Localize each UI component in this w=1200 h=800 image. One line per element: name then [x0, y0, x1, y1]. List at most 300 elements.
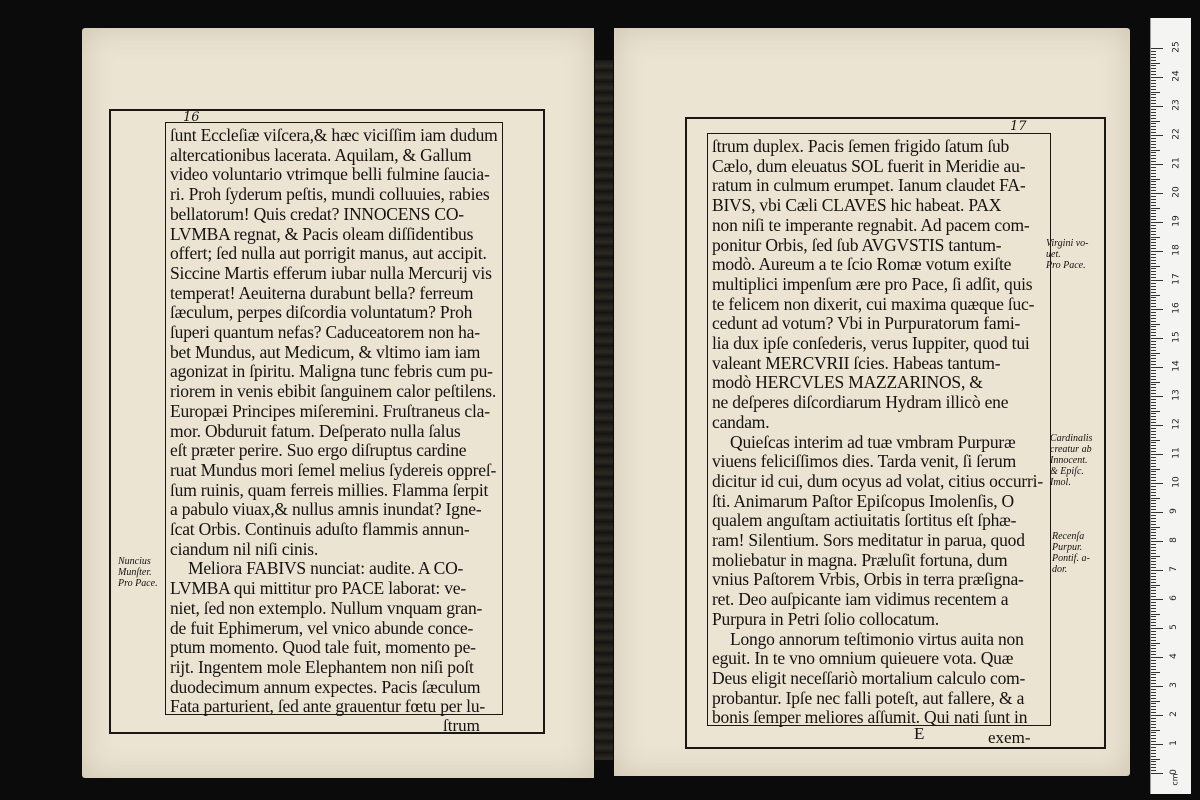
- ruler-minor-tick: [1151, 579, 1156, 580]
- margin-note-line: Pontif. a-: [1052, 553, 1090, 564]
- ruler-major-tick: [1151, 193, 1163, 194]
- ruler-minor-tick: [1151, 57, 1156, 58]
- ruler-minor-tick: [1151, 701, 1160, 702]
- ruler-minor-tick: [1151, 376, 1156, 377]
- ruler-minor-tick: [1151, 141, 1156, 142]
- ruler-minor-tick: [1151, 634, 1156, 635]
- ruler-minor-tick: [1151, 492, 1156, 493]
- ruler-minor-tick: [1151, 103, 1156, 104]
- text-line: ne deſperes diſcordiarum Hydram illicò ene: [712, 392, 1009, 413]
- text-line: Longo annorum teſtimonio virtus auita non: [730, 628, 1024, 649]
- text-line: Cælo, dum eleuatus SOL fuerit in Meridie au-: [712, 155, 1026, 176]
- ruler-minor-tick: [1151, 602, 1156, 603]
- ruler-minor-tick: [1151, 390, 1156, 391]
- ruler-minor-tick: [1151, 564, 1156, 565]
- text-line: dicitur id cui, dum ocyus ad volat, citius occurri-: [712, 470, 1043, 491]
- text-line: ſæculum, perpes diſcordia voluntatum? Proh: [170, 302, 473, 323]
- ruler-minor-tick: [1151, 384, 1156, 385]
- margin-note-right-3: [1052, 531, 1096, 575]
- ruler-minor-tick: [1151, 651, 1156, 652]
- ruler-minor-tick: [1151, 89, 1156, 90]
- text-line: duodecimum annum expectes. Pacis ſæculum: [170, 676, 481, 697]
- ruler-label: 19: [1171, 215, 1182, 227]
- ruler-minor-tick: [1151, 460, 1156, 461]
- ruler-minor-tick: [1151, 326, 1156, 327]
- text-line: a pabulo viuax,& nullus amnis inundat? Igne-: [170, 499, 482, 520]
- ruler-minor-tick: [1151, 132, 1156, 133]
- ruler-minor-tick: [1151, 283, 1156, 284]
- ruler-minor-tick: [1151, 674, 1156, 675]
- ruler-major-tick: [1151, 48, 1163, 49]
- text-line: eſt præter perire. Suo ergo diſruptus cardine: [170, 440, 467, 461]
- ruler-major-tick: [1151, 541, 1163, 542]
- ruler-minor-tick: [1151, 457, 1156, 458]
- ruler-minor-tick: [1151, 347, 1156, 348]
- ruler-minor-tick: [1151, 529, 1156, 530]
- ruler-major-tick: [1151, 483, 1163, 484]
- ruler-major-tick: [1151, 135, 1163, 136]
- ruler-minor-tick: [1151, 663, 1156, 664]
- text-line: te felicem non dixerit, cui maxima quæque ſuc-: [712, 293, 1035, 314]
- ruler-major-tick: [1151, 773, 1163, 774]
- text-line: mor. Obduruit fatum. Deſperato nulla ſalus: [170, 420, 461, 441]
- ruler-major-tick: [1151, 657, 1163, 658]
- ruler-minor-tick: [1151, 210, 1156, 211]
- text-line: cedunt ad votum? Vbi in Purpuratorum fami-: [712, 313, 1021, 334]
- ruler-minor-tick: [1151, 434, 1156, 435]
- ruler-minor-tick: [1151, 500, 1156, 501]
- ruler-minor-tick: [1151, 155, 1156, 156]
- ruler-minor-tick: [1151, 324, 1160, 325]
- ruler-minor-tick: [1151, 538, 1156, 539]
- ruler-minor-tick: [1151, 619, 1156, 620]
- ruler-minor-tick: [1151, 622, 1156, 623]
- ruler-minor-tick: [1151, 614, 1160, 615]
- text-line: bonis ſemper meliores aſſumit. Qui nati ſunt in: [712, 707, 1028, 728]
- ruler-minor-tick: [1151, 216, 1156, 217]
- ruler-minor-tick: [1151, 144, 1156, 145]
- ruler-minor-tick: [1151, 419, 1156, 420]
- ruler-major-tick: [1151, 338, 1163, 339]
- ruler-minor-tick: [1151, 315, 1156, 316]
- text-line: Europæi Principes miſeremini. Fruſtraneus cla-: [170, 400, 490, 421]
- ruler-minor-tick: [1151, 405, 1156, 406]
- ruler-minor-tick: [1151, 605, 1156, 606]
- ruler-minor-tick: [1151, 115, 1156, 116]
- ruler-minor-tick: [1151, 170, 1156, 171]
- ruler-label: 25: [1171, 41, 1182, 53]
- ruler-minor-tick: [1151, 60, 1156, 61]
- ruler-minor-tick: [1151, 68, 1156, 69]
- ruler-minor-tick: [1151, 408, 1156, 409]
- left-text-block: [165, 122, 503, 715]
- ruler-minor-tick: [1151, 94, 1156, 95]
- ruler-minor-tick: [1151, 208, 1160, 209]
- text-line: Quieſcas interim ad tuæ vmbram Purpuræ: [730, 431, 1016, 452]
- ruler-minor-tick: [1151, 297, 1156, 298]
- text-line: altercationibus lacerata. Aquilam, & Gallum: [170, 144, 472, 165]
- ruler-minor-tick: [1151, 112, 1156, 113]
- text-line: riorem in venis ebibit ſanguinem calor peſtilens.: [170, 381, 497, 402]
- ruler-minor-tick: [1151, 474, 1156, 475]
- ruler-major-tick: [1151, 628, 1163, 629]
- text-line: modò. Aureum a te ſcio Romæ votum exiſte: [712, 254, 1012, 275]
- text-line: ſtrum duplex. Pacis ſemen frigido ſatum ſub: [712, 136, 1010, 156]
- ruler-minor-tick: [1151, 567, 1156, 568]
- ruler-minor-tick: [1151, 213, 1156, 214]
- text-line: LVMBA qui mittitur pro PACE laborat: ve-: [170, 578, 466, 599]
- text-line: ſunt Eccleſiæ viſcera,& hæc viciſſim iam dudum: [170, 125, 498, 145]
- ruler-minor-tick: [1151, 590, 1156, 591]
- text-line: bellatorum! Quis credat? INNOCENS CO-: [170, 203, 464, 224]
- ruler-minor-tick: [1151, 379, 1156, 380]
- ruler-minor-tick: [1151, 118, 1156, 119]
- catchword-left: ſtrum: [443, 716, 480, 735]
- ruler-minor-tick: [1151, 147, 1156, 148]
- text-line: Deus eligit neceſſariò mortalium calculo com-: [712, 667, 1026, 688]
- page-number-left: 16: [183, 110, 200, 125]
- ruler-minor-tick: [1151, 393, 1156, 394]
- ruler-minor-tick: [1151, 698, 1156, 699]
- ruler-minor-tick: [1151, 158, 1156, 159]
- text-line: ſcat Orbis. Continuis aduſto flammis annun-: [170, 519, 470, 539]
- ruler-minor-tick: [1151, 706, 1156, 707]
- margin-note-line: uet.: [1046, 249, 1061, 260]
- ruler-minor-tick: [1151, 471, 1156, 472]
- ruler-minor-tick: [1151, 521, 1156, 522]
- ruler-label: 9: [1168, 508, 1179, 514]
- ruler-minor-tick: [1151, 724, 1156, 725]
- ruler-minor-tick: [1151, 179, 1160, 180]
- margin-note-line: creatur ab: [1050, 444, 1092, 455]
- ruler-minor-tick: [1151, 318, 1156, 319]
- text-line: ſuperi quantum nefas? Caduceatorem non ha-: [170, 322, 480, 342]
- text-line: ſti. Animarum Paſtor Epiſcopus Imolenſis, O: [712, 490, 1014, 511]
- ruler-minor-tick: [1151, 303, 1156, 304]
- text-line: valeant MERCVRII ſcies. Habeas tantum-: [712, 352, 1001, 373]
- ruler-minor-tick: [1151, 645, 1156, 646]
- margin-note-line: Imol.: [1050, 477, 1071, 488]
- ruler-minor-tick: [1151, 219, 1156, 220]
- text-line: offert; ſed nulla aut porrigit manus, aut accipit.: [170, 243, 487, 264]
- ruler-minor-tick: [1151, 442, 1156, 443]
- ruler-minor-tick: [1151, 643, 1160, 644]
- text-line: modò HERCVLES MAZZARINOS, &: [712, 372, 983, 393]
- ruler-minor-tick: [1151, 509, 1156, 510]
- ruler-minor-tick: [1151, 245, 1156, 246]
- ruler-minor-tick: [1151, 199, 1156, 200]
- ruler-minor-tick: [1151, 515, 1156, 516]
- ruler-minor-tick: [1151, 341, 1156, 342]
- ruler-minor-tick: [1151, 469, 1160, 470]
- ruler-minor-tick: [1151, 196, 1156, 197]
- ruler-minor-tick: [1151, 486, 1156, 487]
- ruler-minor-tick: [1151, 532, 1156, 533]
- ruler-minor-tick: [1151, 576, 1156, 577]
- ruler-minor-tick: [1151, 80, 1156, 81]
- text-line: ram! Silentium. Sors meditatur in parua, quod: [712, 530, 1025, 550]
- ruler-minor-tick: [1151, 150, 1160, 151]
- ruler-minor-tick: [1151, 109, 1156, 110]
- ruler-minor-tick: [1151, 753, 1156, 754]
- ruler-minor-tick: [1151, 625, 1156, 626]
- ruler-minor-tick: [1151, 695, 1156, 696]
- right-page: [614, 28, 1130, 776]
- text-line: rijt. Ingentem mole Elephantem non niſi poſt: [170, 656, 474, 677]
- text-line: viuens feliciſſimos dies. Tarda venit, ſi ſerum: [712, 451, 1016, 472]
- ruler-major-tick: [1151, 599, 1163, 600]
- ruler-label: 7: [1168, 566, 1179, 572]
- text-line: LVMBA regnat, & Pacis oleam diſſidentibus: [170, 223, 474, 244]
- ruler-major-tick: [1151, 715, 1163, 716]
- ruler-minor-tick: [1151, 558, 1156, 559]
- ruler-minor-tick: [1151, 463, 1156, 464]
- ruler-minor-tick: [1151, 761, 1156, 762]
- text-line: video voluntario vtrimque belli fulmine ſaucia-: [170, 164, 490, 185]
- ruler-minor-tick: [1151, 437, 1156, 438]
- ruler-minor-tick: [1151, 329, 1156, 330]
- ruler-label: 16: [1171, 302, 1182, 314]
- ruler-minor-tick: [1151, 524, 1156, 525]
- ruler-major-tick: [1151, 396, 1163, 397]
- ruler-minor-tick: [1151, 225, 1156, 226]
- ruler-label: 3: [1168, 682, 1179, 688]
- ruler-minor-tick: [1151, 709, 1156, 710]
- ruler-minor-tick: [1151, 344, 1156, 345]
- ruler-major-tick: [1151, 454, 1163, 455]
- ruler-major-tick: [1151, 222, 1163, 223]
- text-line: multiplici impenſum ære pro Pace, ſi adſit, quis: [712, 273, 1033, 294]
- text-line: Fata parturient, ſed ante grauentur fœtu per lu-: [170, 696, 485, 717]
- ruler-major-tick: [1151, 686, 1163, 687]
- ruler-unit-label: cm: [1170, 773, 1180, 786]
- ruler-minor-tick: [1151, 732, 1156, 733]
- left-page: [82, 28, 594, 778]
- ruler-minor-tick: [1151, 86, 1156, 87]
- ruler-major-tick: [1151, 367, 1163, 368]
- text-line: agonizat in ſpiritu. Maligna tunc febris cum pu-: [170, 361, 493, 382]
- ruler-minor-tick: [1151, 123, 1156, 124]
- ruler-label: 0: [1168, 769, 1179, 775]
- text-line: eguit. In te vno omnium quieuere vota. Quæ: [712, 648, 1014, 669]
- text-line: ciandum nil niſi cinis.: [170, 538, 319, 559]
- margin-note-line: Virgini vo-: [1046, 238, 1089, 249]
- ruler-minor-tick: [1151, 616, 1156, 617]
- text-line: ruat Mundus mori ſemel melius ſydereis oppreſ-: [170, 459, 497, 480]
- ruler-minor-tick: [1151, 428, 1156, 429]
- ruler-minor-tick: [1151, 561, 1156, 562]
- ruler-minor-tick: [1151, 248, 1156, 249]
- ruler-minor-tick: [1151, 234, 1156, 235]
- ruler-minor-tick: [1151, 402, 1156, 403]
- text-line: vnius Paſtorem Vrbis, Orbis in terra præſigna-: [712, 569, 1024, 590]
- ruler-minor-tick: [1151, 503, 1156, 504]
- ruler-minor-tick: [1151, 202, 1156, 203]
- margin-note-left: [118, 556, 168, 589]
- ruler-minor-tick: [1151, 321, 1156, 322]
- ruler-minor-tick: [1151, 161, 1156, 162]
- ruler-minor-tick: [1151, 254, 1156, 255]
- ruler-minor-tick: [1151, 593, 1156, 594]
- ruler-minor-tick: [1151, 527, 1160, 528]
- ruler-minor-tick: [1151, 466, 1156, 467]
- ruler-minor-tick: [1151, 631, 1156, 632]
- ruler-minor-tick: [1151, 750, 1156, 751]
- ruler-minor-tick: [1151, 692, 1156, 693]
- ruler-label: 18: [1171, 244, 1182, 256]
- right-text-block: [707, 133, 1051, 726]
- text-line: Meliora FABIVS nunciat: audite. A CO-: [188, 558, 464, 579]
- ruler-minor-tick: [1151, 767, 1156, 768]
- ruler-label: 1: [1168, 740, 1179, 746]
- ruler-minor-tick: [1151, 176, 1156, 177]
- ruler-minor-tick: [1151, 358, 1156, 359]
- ruler-minor-tick: [1151, 477, 1156, 478]
- catchword-right: exem-: [988, 728, 1031, 747]
- text-line: bet Mundus, aut Medicum, & vltimo iam iam: [170, 341, 481, 362]
- ruler-minor-tick: [1151, 677, 1156, 678]
- ruler-label: 11: [1171, 447, 1182, 459]
- ruler-minor-tick: [1151, 422, 1156, 423]
- ruler-minor-tick: [1151, 292, 1156, 293]
- ruler-label: 6: [1168, 595, 1179, 601]
- ruler-minor-tick: [1151, 654, 1156, 655]
- ruler-minor-tick: [1151, 611, 1156, 612]
- margin-note-right-1: [1046, 238, 1094, 271]
- ruler-minor-tick: [1151, 187, 1156, 188]
- ruler-minor-tick: [1151, 181, 1156, 182]
- ruler-minor-tick: [1151, 260, 1156, 261]
- text-line: ſum ruinis, quam ferreis millies. Flamma ſerpit: [170, 479, 489, 500]
- text-line: non niſi te imperante regnabit. Ad pacem com-: [712, 214, 1030, 235]
- ruler-minor-tick: [1151, 350, 1156, 351]
- ruler-major-tick: [1151, 280, 1163, 281]
- text-line: ratum in culmum erumpet. Ianum claudet FA-: [712, 175, 1026, 196]
- text-line: temperat! Aeuiterna durabunt bella? ferreum: [170, 282, 474, 303]
- ruler-minor-tick: [1151, 274, 1156, 275]
- ruler-minor-tick: [1151, 312, 1156, 313]
- ruler-major-tick: [1151, 251, 1163, 252]
- ruler-minor-tick: [1151, 666, 1156, 667]
- margin-note-line: Innocent.: [1050, 455, 1088, 466]
- ruler-minor-tick: [1151, 445, 1156, 446]
- margin-note-line: Purpur.: [1052, 542, 1083, 553]
- ruler-minor-tick: [1151, 289, 1156, 290]
- ruler-minor-tick: [1151, 83, 1156, 84]
- ruler-minor-tick: [1151, 573, 1156, 574]
- ruler-minor-tick: [1151, 237, 1160, 238]
- ruler-minor-tick: [1151, 121, 1160, 122]
- ruler-minor-tick: [1151, 495, 1156, 496]
- ruler-label: 13: [1171, 389, 1182, 401]
- ruler-minor-tick: [1151, 286, 1156, 287]
- ruler-minor-tick: [1151, 727, 1156, 728]
- ruler-minor-tick: [1151, 672, 1160, 673]
- ruler-minor-tick: [1151, 74, 1156, 75]
- ruler-label: 8: [1168, 537, 1179, 543]
- ruler-minor-tick: [1151, 65, 1156, 66]
- ruler-minor-tick: [1151, 669, 1156, 670]
- ruler-minor-tick: [1151, 126, 1156, 127]
- text-line: niet, ſed non extemplo. Nullum vnquam gran-: [170, 597, 483, 618]
- ruler-minor-tick: [1151, 718, 1156, 719]
- ruler-minor-tick: [1151, 268, 1156, 269]
- margin-note-line: dor.: [1052, 564, 1068, 575]
- ruler-minor-tick: [1151, 353, 1160, 354]
- ruler-minor-tick: [1151, 738, 1156, 739]
- ruler-minor-tick: [1151, 387, 1156, 388]
- text-line: candam.: [712, 411, 770, 432]
- ruler-minor-tick: [1151, 721, 1156, 722]
- ruler-minor-tick: [1151, 553, 1156, 554]
- ruler-minor-tick: [1151, 332, 1156, 333]
- ruler-major-tick: [1151, 425, 1163, 426]
- text-line: BIVS, vbi Cæli CLAVES hic habeat. PAX: [712, 195, 1002, 216]
- ruler-minor-tick: [1151, 730, 1160, 731]
- ruler-minor-tick: [1151, 228, 1156, 229]
- ruler-minor-tick: [1151, 138, 1156, 139]
- ruler-minor-tick: [1151, 582, 1156, 583]
- ruler-label: 5: [1168, 624, 1179, 630]
- ruler-minor-tick: [1151, 271, 1156, 272]
- ruler-minor-tick: [1151, 498, 1160, 499]
- ruler-minor-tick: [1151, 518, 1156, 519]
- ruler-label: 24: [1171, 70, 1182, 82]
- ruler-minor-tick: [1151, 608, 1156, 609]
- ruler-minor-tick: [1151, 355, 1156, 356]
- ruler-minor-tick: [1151, 100, 1156, 101]
- ruler-minor-tick: [1151, 295, 1160, 296]
- ruler-minor-tick: [1151, 480, 1156, 481]
- text-line: moliebatur in magna. Præluſit fortuna, dum: [712, 549, 1008, 570]
- ruler-minor-tick: [1151, 741, 1156, 742]
- ruler-minor-tick: [1151, 54, 1156, 55]
- margin-note-line: Munſter.: [118, 567, 152, 578]
- ruler-minor-tick: [1151, 239, 1156, 240]
- margin-note-line: Nuncius: [118, 556, 151, 567]
- ruler-minor-tick: [1151, 413, 1156, 414]
- ruler-major-tick: [1151, 744, 1163, 745]
- ruler-minor-tick: [1151, 306, 1156, 307]
- ruler-minor-tick: [1151, 257, 1156, 258]
- ruler-minor-tick: [1151, 373, 1156, 374]
- ruler-minor-tick: [1151, 364, 1156, 365]
- ruler-minor-tick: [1151, 759, 1160, 760]
- ruler-minor-tick: [1151, 416, 1156, 417]
- margin-note-line: Cardinalis: [1050, 433, 1093, 444]
- ruler-minor-tick: [1151, 300, 1156, 301]
- ruler-minor-tick: [1151, 689, 1156, 690]
- ruler-minor-tick: [1151, 683, 1156, 684]
- signature-mark: E: [914, 724, 925, 743]
- ruler-minor-tick: [1151, 370, 1156, 371]
- ruler-minor-tick: [1151, 129, 1156, 130]
- ruler-label: 10: [1171, 476, 1182, 488]
- text-line: qualem anguſtam actiuitatis ſortitus eſt ſphæ-: [712, 510, 1017, 531]
- ruler-label: 2: [1168, 711, 1179, 717]
- ruler-minor-tick: [1151, 51, 1156, 52]
- margin-note-line: Pro Pace.: [1046, 260, 1086, 271]
- ruler-minor-tick: [1151, 587, 1156, 588]
- margin-note-line: & Epiſc.: [1050, 466, 1084, 477]
- text-line: ptum momento. Quod tale fuit, momento pe-: [170, 637, 476, 658]
- ruler-minor-tick: [1151, 190, 1156, 191]
- ruler-minor-tick: [1151, 399, 1156, 400]
- ruler-minor-tick: [1151, 97, 1156, 98]
- margin-note-right-2: [1050, 433, 1096, 488]
- ruler-minor-tick: [1151, 660, 1156, 661]
- ruler-minor-tick: [1151, 167, 1156, 168]
